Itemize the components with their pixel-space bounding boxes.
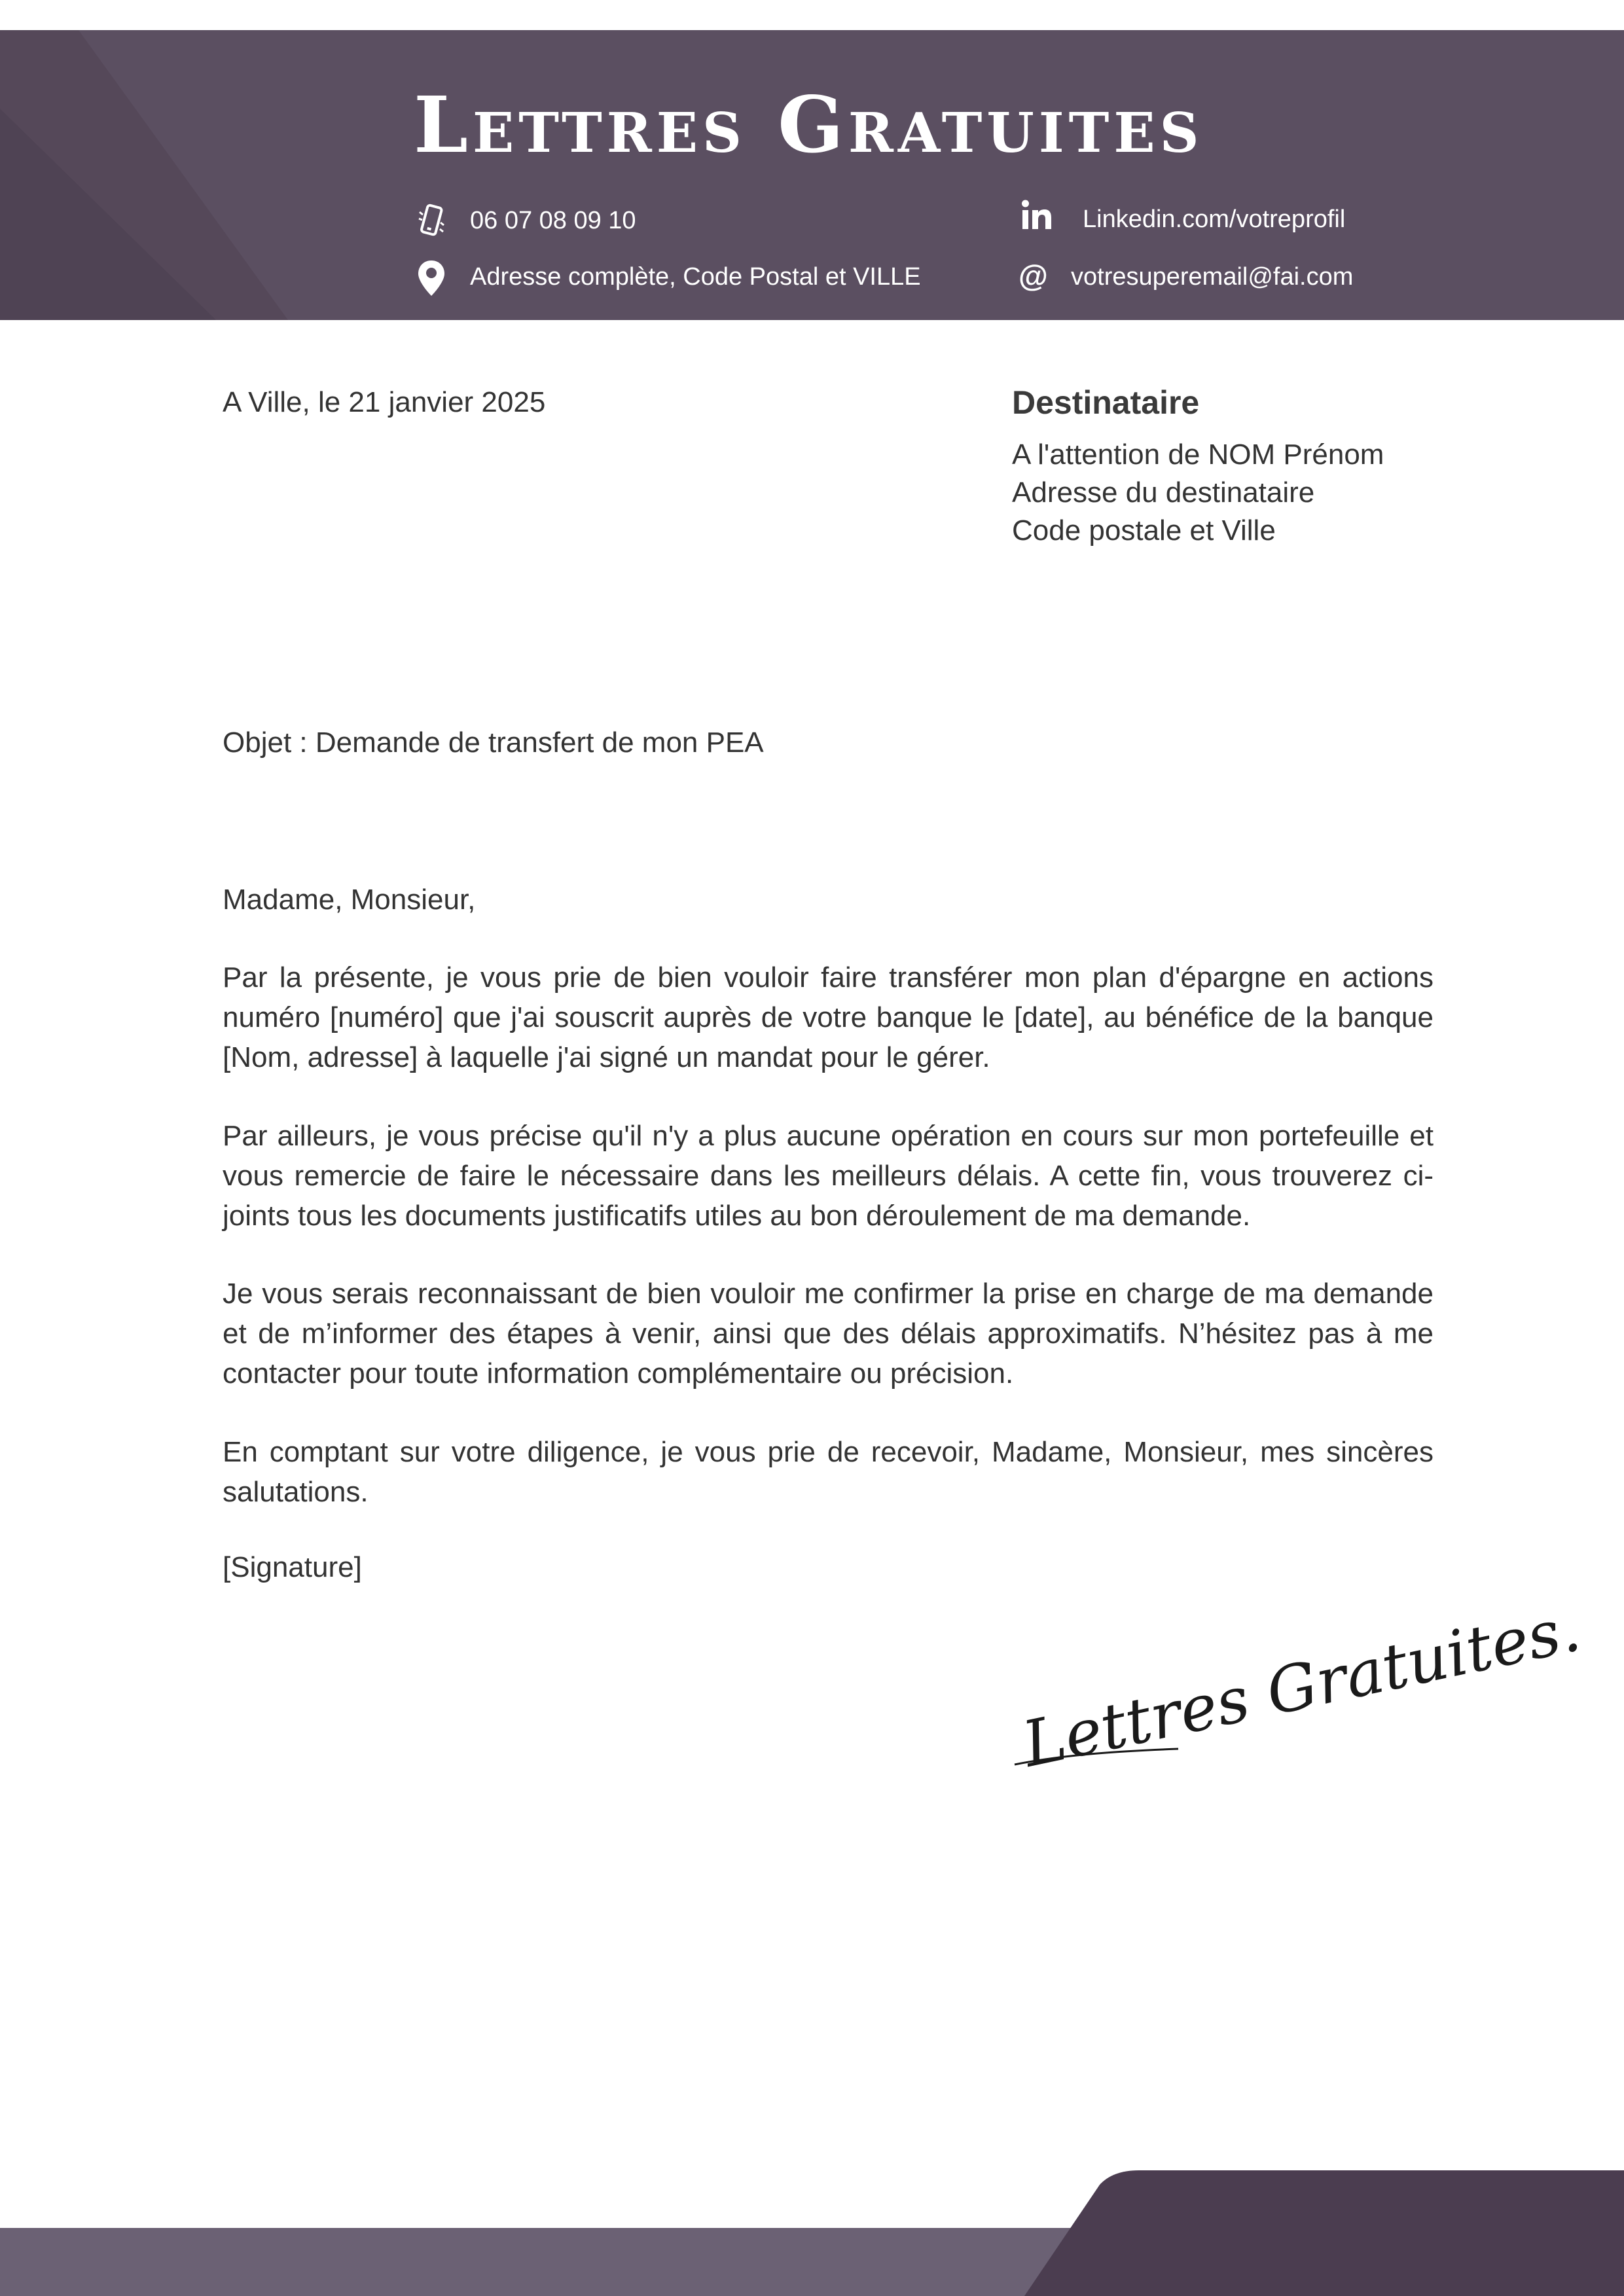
at-sign-icon: @ (1019, 259, 1048, 293)
brand-title: Lettres Gratuites (414, 79, 1204, 170)
body-paragraph: Par la présente, je vous prie de bien vouloir faire transférer mon plan d'épargne en actions numéro [numéro] que j'ai souscrit auprès de votre banque le [date], au bénéfice de la banque [Nom, adresse] à laquelle j'ai signé un mandat pour le gérer. (223, 961, 1434, 1073)
footer-band (0, 2165, 1624, 2296)
linkedin-icon (1020, 199, 1053, 232)
linkedin-text: Linkedin.com/votreprofil (1083, 206, 1346, 233)
recipient-block (1012, 386, 1384, 550)
recipient-line: Adresse du destinataire (1012, 476, 1315, 509)
handwritten-signature (1008, 1592, 1587, 1782)
salutation: Madame, Monsieur, (223, 884, 476, 916)
body-paragraph: Par ailleurs, je vous précise qu'il n'y a plus aucune opération en cours sur mon portefeuille et vous remercie de faire le nécessaire dans les meilleurs délais. A cette fin, vous trouverez ci-joints tous les documents justificatifs utiles au bon déroulement de ma demande. (223, 1120, 1434, 1232)
body-paragraph: Je vous serais reconnaissant de bien vouloir me confirmer la prise en charge de ma demande et de m’informer des étapes à venir, ainsi que des délais approximatifs. N’hésitez pas à me contacter pour toute information complémentaire ou précision. (223, 1278, 1434, 1390)
signature-placeholder: [Signature] (223, 1551, 362, 1583)
recipient-title: Destinataire (1012, 384, 1200, 421)
location-pin-icon (417, 259, 446, 297)
email-text: votresuperemail@fai.com (1071, 263, 1354, 291)
address-text: Adresse complète, Code Postal et VILLE (470, 263, 921, 291)
phone-number: 06 07 08 09 10 (470, 207, 636, 234)
recipient-line: A l'attention de NOM Prénom (1012, 439, 1384, 471)
banner-decoration (0, 30, 288, 320)
body-paragraph: En comptant sur votre diligence, je vous prie de recevoir, Madame, Monsieur, mes sincères salutations. (223, 1436, 1434, 1508)
signature-script: Lettres Gratuites. (1016, 1592, 1587, 1782)
letter-date: A Ville, le 21 janvier 2025 (223, 386, 546, 418)
letterhead-banner (0, 30, 1624, 320)
recipient-line: Code postale et Ville (1012, 514, 1276, 547)
letter-subject: Objet : Demande de transfert de mon PEA (223, 726, 764, 759)
phone-icon (417, 203, 446, 238)
